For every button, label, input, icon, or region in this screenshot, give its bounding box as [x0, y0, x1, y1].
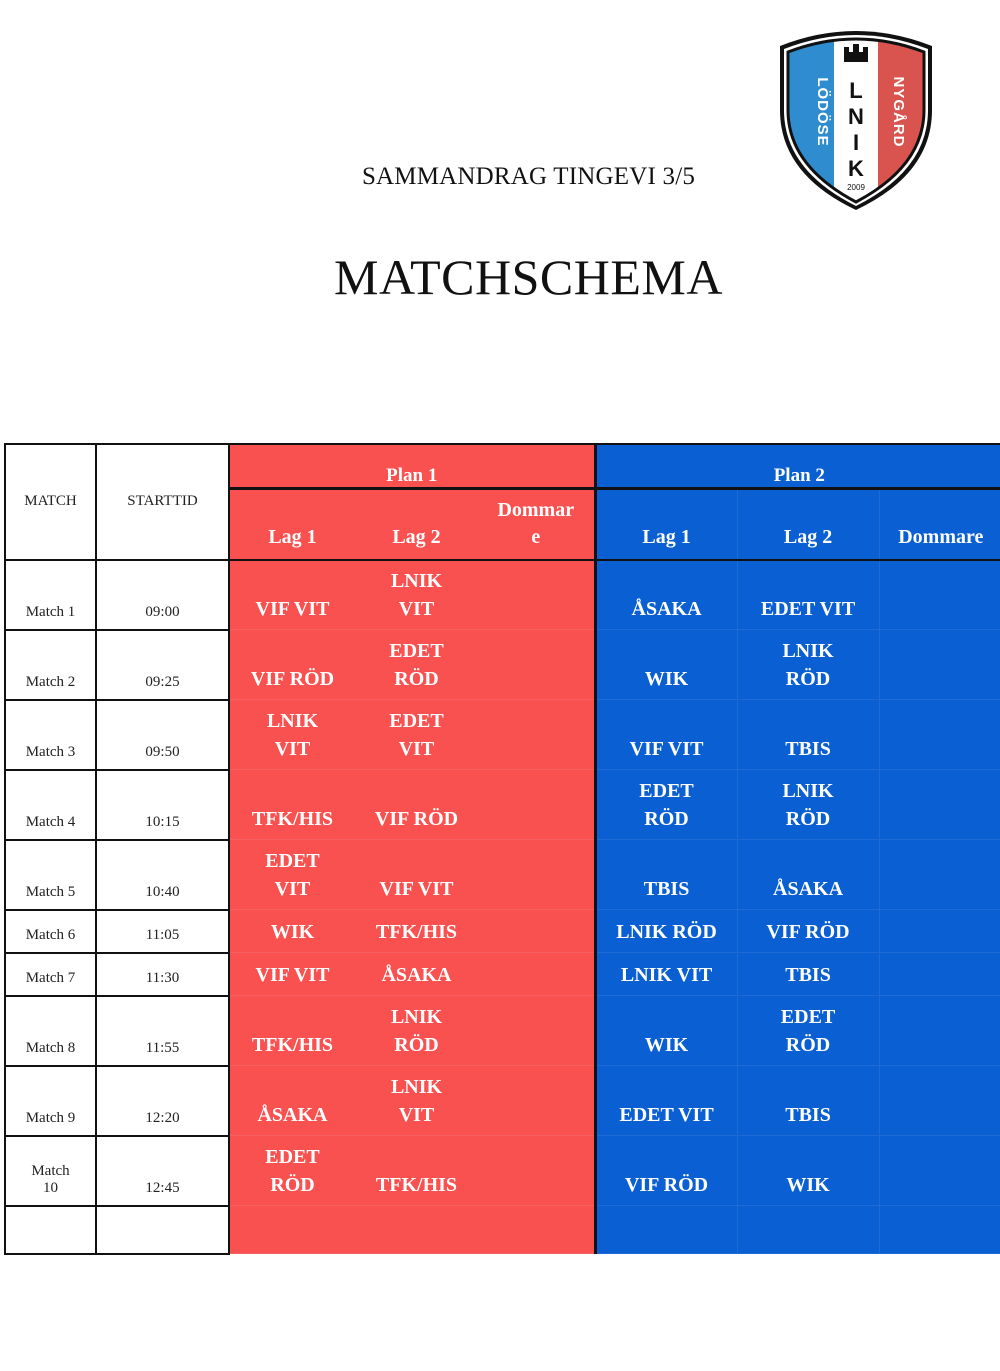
plan1-dommare-cell — [478, 953, 595, 996]
table-row — [5, 840, 1000, 910]
table-row — [5, 630, 1000, 700]
plan1-lag1-cell: EDET VIT — [229, 840, 355, 910]
table-row — [5, 1136, 1000, 1206]
plan1-lag2-cell: VIF RÖD — [355, 770, 478, 840]
match-cell: Match 8 — [5, 996, 96, 1066]
plan1-dommare-cell — [478, 840, 595, 910]
header-match: MATCH — [5, 444, 96, 560]
plan2-lag2-cell: VIF RÖD — [737, 910, 879, 953]
plan2-dommare-cell — [879, 996, 1000, 1066]
empty-cell — [737, 1206, 879, 1254]
plan1-lag1-cell: WIK — [229, 910, 355, 953]
plan1-lag2-cell: LNIK VIT — [355, 1066, 478, 1136]
plan2-lag2-cell: EDET RÖD — [737, 996, 879, 1066]
table-row — [5, 910, 1000, 953]
plan2-lag2-cell: EDET VIT — [737, 560, 879, 630]
empty-cell — [478, 1206, 595, 1254]
plan1-lag1-cell: VIF RÖD — [229, 630, 355, 700]
logo-letter-k: K — [848, 156, 864, 181]
header-plan2-dommare: Dommare — [879, 489, 1000, 560]
header-starttid: STARTTID — [96, 444, 229, 560]
plan2-dommare-cell — [879, 953, 1000, 996]
empty-cell — [879, 1206, 1000, 1254]
table-row — [5, 770, 1000, 840]
plan2-lag1-cell: VIF VIT — [595, 700, 737, 770]
plan2-lag2-cell: LNIK RÖD — [737, 630, 879, 700]
logo-right-text: NYGÅRD — [890, 76, 907, 148]
plan2-dommare-cell — [879, 910, 1000, 953]
time-cell: 12:45 — [96, 1136, 229, 1206]
plan2-lag1-cell: WIK — [595, 630, 737, 700]
plan1-lag1-cell: TFK/HIS — [229, 770, 355, 840]
plan2-lag1-cell: LNIK VIT — [595, 953, 737, 996]
plan2-lag1-cell: WIK — [595, 996, 737, 1066]
event-subtitle: SAMMANDRAG TINGEVI 3/5 — [361, 163, 696, 190]
table-row — [5, 996, 1000, 1066]
plan2-dommare-cell — [879, 1066, 1000, 1136]
time-cell: 09:25 — [96, 630, 229, 700]
plan2-lag1-cell: EDET RÖD — [595, 770, 737, 840]
plan1-dommare-cell — [478, 1066, 595, 1136]
time-cell: 11:55 — [96, 996, 229, 1066]
logo-letter-l: L — [849, 78, 863, 103]
plan2-dommare-cell — [879, 840, 1000, 910]
table-row — [5, 953, 1000, 996]
plan2-lag1-cell: ÅSAKA — [595, 560, 737, 630]
table-row — [5, 560, 1000, 630]
plan2-lag2-cell: TBIS — [737, 1066, 879, 1136]
plan1-lag2-cell: TFK/HIS — [355, 910, 478, 953]
logo-letter-n: N — [848, 104, 864, 129]
logo-left-text: LÖDÖSE — [814, 77, 831, 147]
plan2-lag2-cell: ÅSAKA — [737, 840, 879, 910]
plan2-dommare-cell — [879, 770, 1000, 840]
time-cell: 09:00 — [96, 560, 229, 630]
plan2-dommare-cell — [879, 1136, 1000, 1206]
plan2-lag1-cell: EDET VIT — [595, 1066, 737, 1136]
plan1-lag1-cell: VIF VIT — [229, 953, 355, 996]
match-cell: Match 9 — [5, 1066, 96, 1136]
plan1-dommare-cell — [478, 996, 595, 1066]
table-row-empty — [5, 1206, 1000, 1254]
plan1-lag2-cell: TFK/HIS — [355, 1136, 478, 1206]
plan1-dommare-cell — [478, 770, 595, 840]
time-cell: 11:05 — [96, 910, 229, 953]
time-cell: 12:20 — [96, 1066, 229, 1136]
plan2-lag2-cell: LNIK RÖD — [737, 770, 879, 840]
plan1-lag2-cell: LNIK RÖD — [355, 996, 478, 1066]
table-row — [5, 700, 1000, 770]
empty-cell — [355, 1206, 478, 1254]
plan1-lag1-cell: EDET RÖD — [229, 1136, 355, 1206]
empty-cell — [96, 1206, 229, 1254]
match-cell: Match 2 — [5, 630, 96, 700]
match-cell: Match 5 — [5, 840, 96, 910]
plan1-dommare-cell — [478, 560, 595, 630]
match-cell: Match 3 — [5, 700, 96, 770]
plan2-dommare-cell — [879, 700, 1000, 770]
header-plan-1: Plan 1 — [229, 444, 595, 489]
match-schedule-table — [4, 443, 1000, 1255]
plan1-lag2-cell: VIF VIT — [355, 840, 478, 910]
header-plan1-lag2: Lag 2 — [355, 489, 478, 560]
match-cell: Match 1 — [5, 560, 96, 630]
table-row — [5, 1066, 1000, 1136]
time-cell: 11:30 — [96, 953, 229, 996]
page-title: MATCHSCHEMA — [334, 249, 723, 305]
logo-year: 2009 — [847, 183, 865, 192]
header-plan1-lag1: Lag 1 — [229, 489, 355, 560]
match-cell: Match 4 — [5, 770, 96, 840]
time-cell: 10:15 — [96, 770, 229, 840]
club-logo — [776, 14, 936, 210]
plan2-lag1-cell: VIF RÖD — [595, 1136, 737, 1206]
plan1-lag1-cell: VIF VIT — [229, 560, 355, 630]
match-cell: Match 10 — [5, 1136, 96, 1206]
header-plan2-lag1: Lag 1 — [595, 489, 737, 560]
plan1-lag2-cell: EDET RÖD — [355, 630, 478, 700]
plan2-lag2-cell: TBIS — [737, 953, 879, 996]
header-plan1-dommare: Dommar e — [478, 489, 595, 560]
plan2-lag2-cell: TBIS — [737, 700, 879, 770]
plan1-dommare-cell — [478, 910, 595, 953]
empty-cell — [5, 1206, 96, 1254]
plan1-dommare-cell — [478, 630, 595, 700]
plan2-dommare-cell — [879, 560, 1000, 630]
match-cell: Match 7 — [5, 953, 96, 996]
plan1-lag2-cell: LNIK VIT — [355, 560, 478, 630]
plan1-dommare-cell — [478, 700, 595, 770]
time-cell: 10:40 — [96, 840, 229, 910]
header-plan-2: Plan 2 — [595, 444, 1000, 489]
header-plan2-lag2: Lag 2 — [737, 489, 879, 560]
match-cell: Match 6 — [5, 910, 96, 953]
plan1-lag1-cell: LNIK VIT — [229, 700, 355, 770]
empty-cell — [595, 1206, 737, 1254]
empty-cell — [229, 1206, 355, 1254]
plan1-lag2-cell: ÅSAKA — [355, 953, 478, 996]
time-cell: 09:50 — [96, 700, 229, 770]
logo-letter-i: I — [852, 130, 860, 155]
plan2-lag2-cell: WIK — [737, 1136, 879, 1206]
plan1-dommare-cell — [478, 1136, 595, 1206]
plan1-lag1-cell: TFK/HIS — [229, 996, 355, 1066]
plan2-dommare-cell — [879, 630, 1000, 700]
plan1-lag1-cell: ÅSAKA — [229, 1066, 355, 1136]
plan2-lag1-cell: LNIK RÖD — [595, 910, 737, 953]
plan2-lag1-cell: TBIS — [595, 840, 737, 910]
plan1-lag2-cell: EDET VIT — [355, 700, 478, 770]
